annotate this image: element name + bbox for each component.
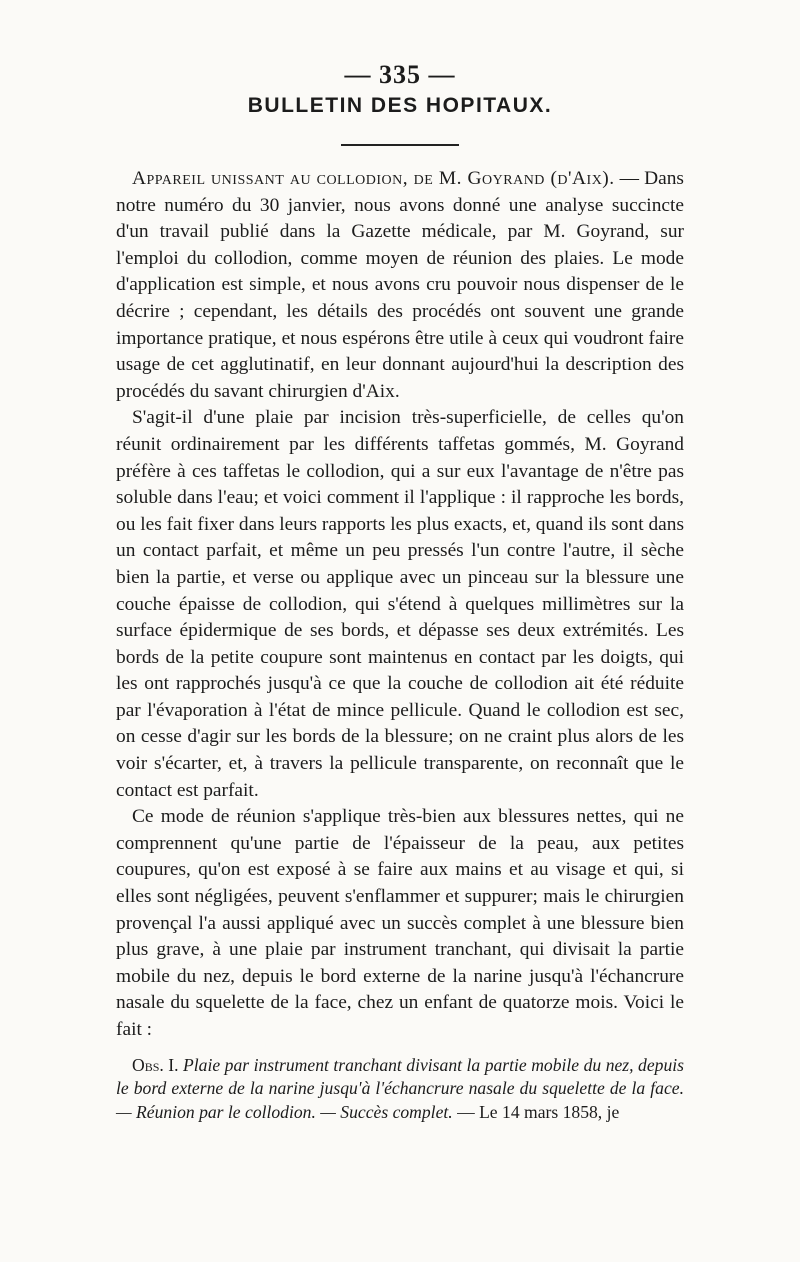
observation-label: Obs. I. [132,1054,179,1075]
document-page [116,60,684,1124]
observation-note [116,1054,684,1125]
observation-heading: Plaie par instrument tranchant divisant la partie mobile du nez, depuis le bord externe de la narine jusqu'à l'échancrure nasale du squelette de la face. — Réunion par le collodion. — Succès complet. [116,1054,684,1122]
article-title: Appareil unissant au collodion, de M. Goyrand (d'Aix). [132,168,615,189]
page-number: — 335 — [344,60,456,89]
title-dash: — [614,168,640,189]
paragraph-1 [116,166,684,405]
paragraph-3: Ce mode de réunion s'applique très-bien aux blessures nettes, qui ne comprennent qu'une partie de l'épaisseur de la peau, aux petites coupures, qu'on est exposé à se faire aux mains et au visage et qui, si elles sont négligées, peuvent s'enflammer et suppurer; mais le chirurgien provençal l'a aussi appliqué avec un succès complet à une blessure bien plus grave, à une plaie par instrument tranchant, qui divisait la partie mobile du nez, depuis le bord externe de la narine jusqu'à l'échancrure nasale du squelette de la face, chez un enfant de quatorze mois. Voici le fait : [116,806,684,1040]
observation-text: — Le 14 mars 1858, je [452,1101,620,1122]
section-divider [341,144,459,146]
paragraph-1-text: Dans notre numéro du 30 janvier, nous avons donné une analyse succincte d'un travail publié dans la Gazette médicale, par M. Goyrand, sur l'emploi du collodion, comme moyen de réunion des plaies. Le mode d'application est simple, et nous avons cru pouvoir nous dispenser de le décrire ; cependant, les détails des procédés ont souvent une grande importance pratique, et nous espérons être utile à ceux qui voudront faire usage de cet agglutinatif, en leur donnant aujourd'hui la description des procédés du savant chirurgien d'Aix. [116,168,684,402]
running-head: BULLETIN DES HOPITAUX. [247,94,553,117]
paragraph-2: S'agit-il d'une plaie par incision très-superficielle, de celles qu'on réunit ordinairement par les différents taffetas gommés, M. Goyrand préfère à ces taffetas le collodion, qui a sur eux l'avantage de n'être pas soluble dans l'eau; et voici comment il l'applique : il rapproche les bords, ou les fait fixer dans leurs rapports les plus exacts, et, quand ils sont dans un contact parfait, et même un peu pressés l'un contre l'autre, il sèche bien la partie, et verse ou applique avec un pinceau sur la blessure une couche épaisse de collodion, qui s'étend à quelques millimètres sur la surface épidermique de ses bords, et dépasse ses deux extrémités. Les bords de la petite coupure sont maintenus en contact par les doigts, qui les ont rapprochés jusqu'à ce que la couche de collodion ait été réduite par l'évaporation à l'état de mince pellicule. Quand le collodion est sec, on cesse d'agir sur les bords de la blessure; on ne craint plus alors de les voir s'écarter, et, à travers la pellicule transparente, on reconnaît que le contact est parfait. [116,407,684,801]
